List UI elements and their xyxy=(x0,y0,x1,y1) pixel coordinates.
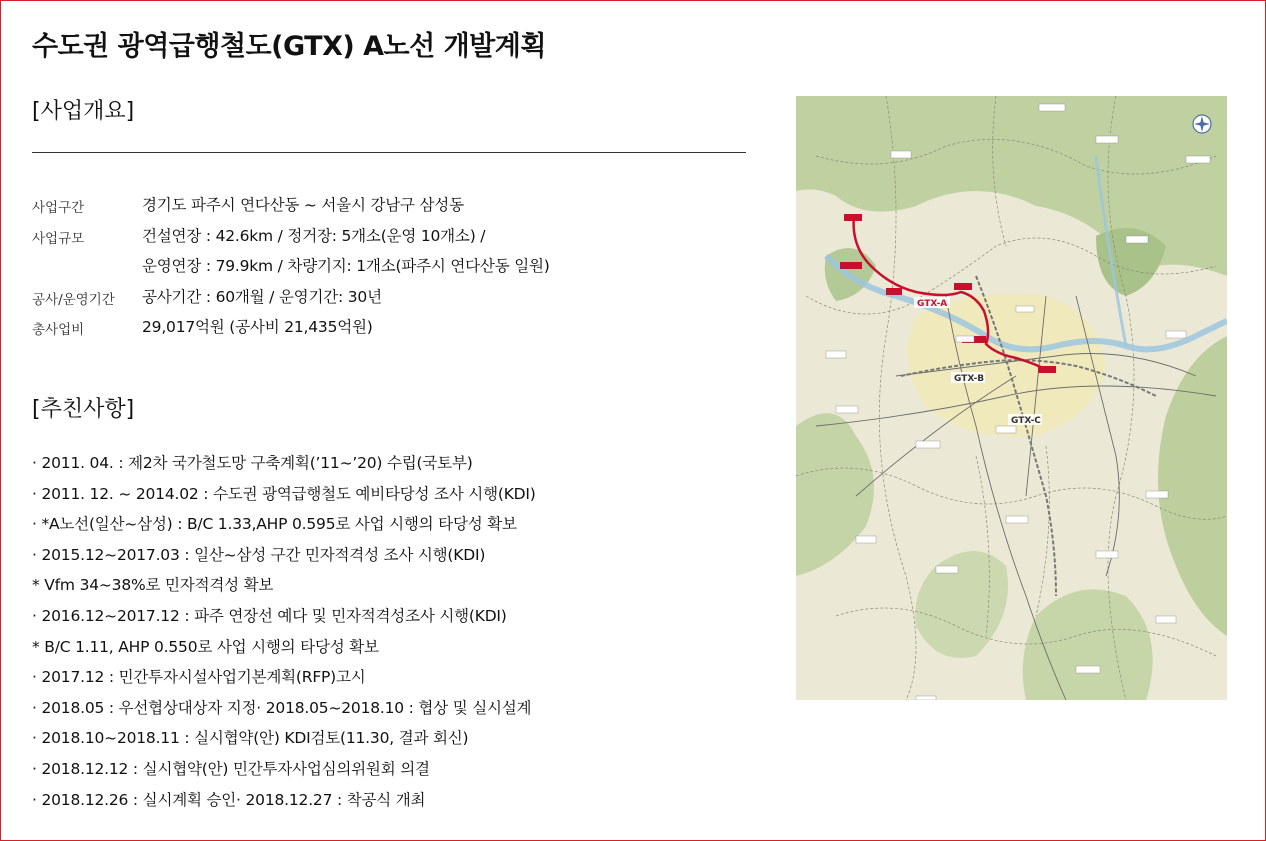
promotion-item: · 2018.05 : 우선협상대상자 지정· 2018.05~2018.10 : 협상 및 실시설계 xyxy=(32,698,532,717)
gtx-b-map-label: GTX-B xyxy=(954,374,985,384)
gtx-route-map xyxy=(796,96,1227,700)
promotion-item: · 2018.12.12 : 실시협약(안) 민간투자사업심의위원회 의결 xyxy=(32,759,430,778)
promotion-item: · 2011. 04. : 제2차 국가철도망 구축계획(’11~’20) 수립(국토부) xyxy=(32,454,473,472)
promotion-item: * Vfm 34~38%로 민자적격성 확보 xyxy=(32,576,274,595)
promotion-item: · 2011. 12. ~ 2014.02 : 수도권 광역급행철도 예비타당성 조사 시행(KDI) xyxy=(32,484,536,503)
gtx-c-map-label: GTX-C xyxy=(1011,416,1041,426)
promotion-list xyxy=(32,451,772,818)
overview-value: 공사기간 : 60개월 / 운영기간: 30년 xyxy=(142,287,382,306)
overview-row-cost xyxy=(32,315,746,346)
promotion-item: · *A노선(일산~삼성) : B/C 1.33,AHP 0.595로 사업 시행의 타당성 확보 xyxy=(32,515,517,534)
overview-value: 경기도 파주시 연다산동 ~ 서울시 강남구 삼성동 xyxy=(142,196,464,214)
overview-label: 사업규모 xyxy=(32,230,85,247)
promotion-item: · 2015.12~2017.03 : 일산~삼성 구간 민자적격성 조사 시행(KDI) xyxy=(32,545,486,564)
promotion-item: · 2017.12 : 민간투자시설사업기본계획(RFP)고시 xyxy=(32,668,366,687)
overview-value: 건설연장 : 42.6km / 정거장: 5개소(운영 10개소) / xyxy=(142,226,486,245)
gtx-a-map-label: GTX-A xyxy=(917,299,948,309)
promotion-item: · 2018.12.26 : 실시계획 승인· 2018.12.27 : 착공식 개최 xyxy=(32,790,426,809)
promotion-item: * B/C 1.11, AHP 0.550로 사업 시행의 타당성 확보 xyxy=(32,637,379,656)
overview-value: 운영연장 : 79.9km / 차량기지: 1개소(파주시 연다산동 일원) xyxy=(142,257,550,275)
overview-row-scale xyxy=(32,224,746,255)
overview-label: 공사/운영기간 xyxy=(32,291,115,308)
overview-row-period xyxy=(32,285,746,316)
promotion-item: · 2018.10~2018.11 : 실시협약(안) KDI검토(11.30, 결과 회신) xyxy=(32,729,469,748)
promotion-item: · 2016.12~2017.12 : 파주 연장선 예다 및 민자적격성조사 시행(KDI) xyxy=(32,606,507,625)
overview-table xyxy=(32,193,746,346)
overview-value: 29,017억원 (공사비 21,435억원) xyxy=(142,318,373,336)
compass-icon xyxy=(1193,115,1211,133)
overview-label xyxy=(32,254,142,257)
overview-heading: [사업개요] xyxy=(32,99,135,124)
promotion-heading: [추친사항] xyxy=(32,397,135,422)
overview-row-section xyxy=(32,193,746,224)
page-title: 수도권 광역급행철도(GTX) A노선 개발계획 xyxy=(32,31,546,62)
overview-label: 사업구간 xyxy=(32,200,85,216)
route-map-image xyxy=(796,96,1227,700)
section-divider xyxy=(32,152,746,153)
overview-row-scale-cont xyxy=(32,254,746,285)
overview-label: 총사업비 xyxy=(32,322,85,338)
